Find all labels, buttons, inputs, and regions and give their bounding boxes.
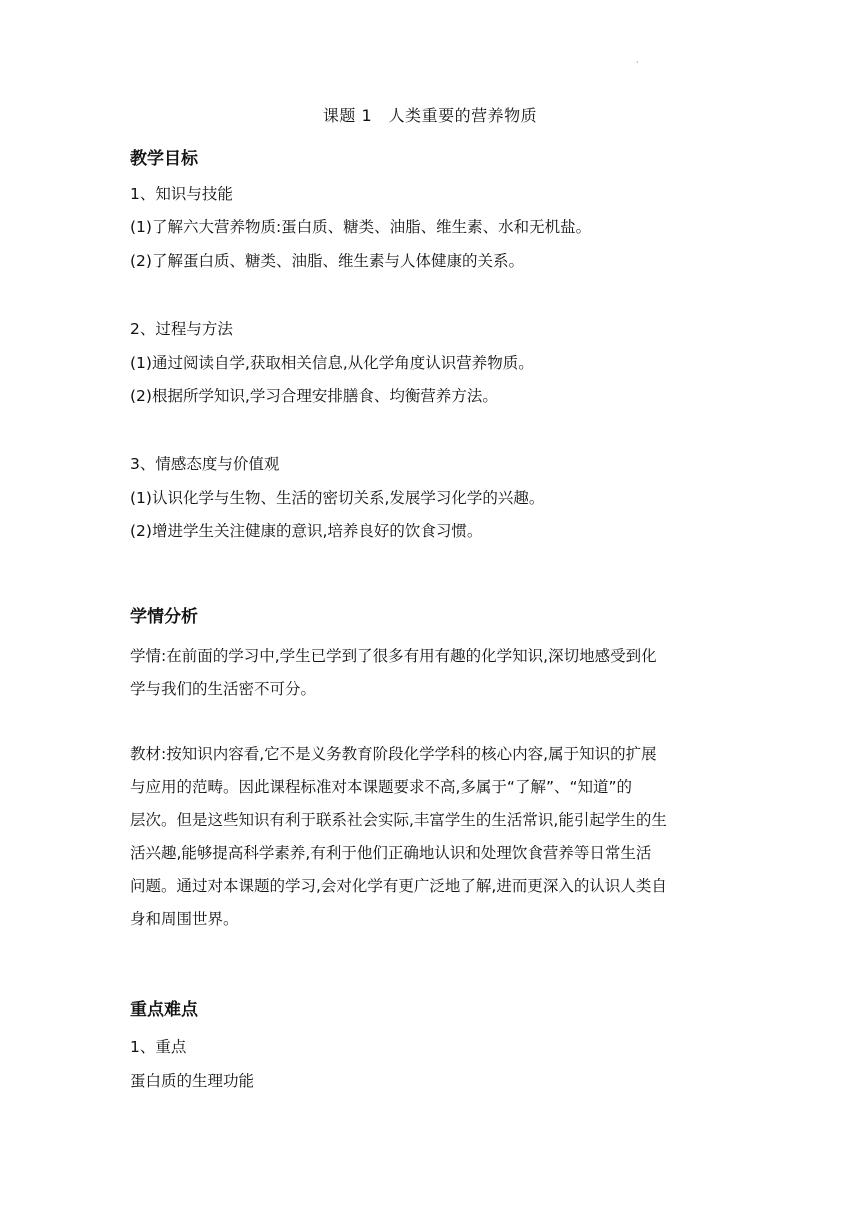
header-mark: · — [636, 58, 639, 67]
objective-item: (1)了解六大营养物质:蛋白质、糖类、油脂、维生素、水和无机盐。 — [130, 218, 592, 236]
page-title: 课题 1 人类重要的营养物质 — [322, 106, 538, 125]
objective-group-title: 3、情感态度与价值观 — [130, 455, 280, 473]
objective-item: (2)增进学生关注健康的意识,培养良好的饮食习惯。 — [130, 522, 483, 540]
objective-item: (1)通过阅读自学,获取相关信息,从化学角度认识营养物质。 — [130, 354, 534, 372]
paragraph-line: 与应用的范畴。因此课程标准对本课题要求不高,多属于“了解”、“知道”的 — [130, 778, 633, 796]
section-heading-keypoints: 重点难点 — [130, 1000, 198, 1020]
paragraph-line: 学情:在前面的学习中,学生已学到了很多有用有趣的化学知识,深切地感受到化 — [130, 647, 657, 665]
keypoint-text: 蛋白质的生理功能 — [130, 1072, 255, 1090]
objective-item: (1)认识化学与生物、生活的密切关系,发展学习化学的兴趣。 — [130, 489, 545, 507]
keypoint-subtitle: 1、重点 — [130, 1038, 187, 1056]
objective-item: (2)了解蛋白质、糖类、油脂、维生素与人体健康的关系。 — [130, 252, 524, 270]
paragraph-line: 活兴趣,能够提高科学素养,有利于他们正确地认识和处理饮食营养等日常生活 — [130, 844, 652, 862]
paragraph-line: 问题。通过对本课题的学习,会对化学有更广泛地了解,进而更深入的认识人类自 — [130, 877, 667, 895]
objective-group-title: 1、知识与技能 — [130, 185, 233, 203]
paragraph-line: 教材:按知识内容看,它不是义务教育阶段化学学科的核心内容,属于知识的扩展 — [130, 745, 657, 763]
section-heading-analysis: 学情分析 — [130, 607, 198, 627]
objective-group-title: 2、过程与方法 — [130, 320, 233, 338]
analysis-paragraph-textbook — [130, 738, 732, 936]
paragraph-line: 身和周围世界。 — [130, 910, 239, 928]
section-heading-objectives: 教学目标 — [130, 149, 198, 169]
analysis-paragraph-students — [130, 640, 732, 706]
objective-item: (2)根据所学知识,学习合理安排膳食、均衡营养方法。 — [130, 387, 498, 405]
paragraph-line: 层次。但是这些知识有利于联系社会实际,丰富学生的生活常识,能引起学生的生 — [130, 811, 667, 829]
paragraph-line: 学与我们的生活密不可分。 — [130, 680, 317, 698]
